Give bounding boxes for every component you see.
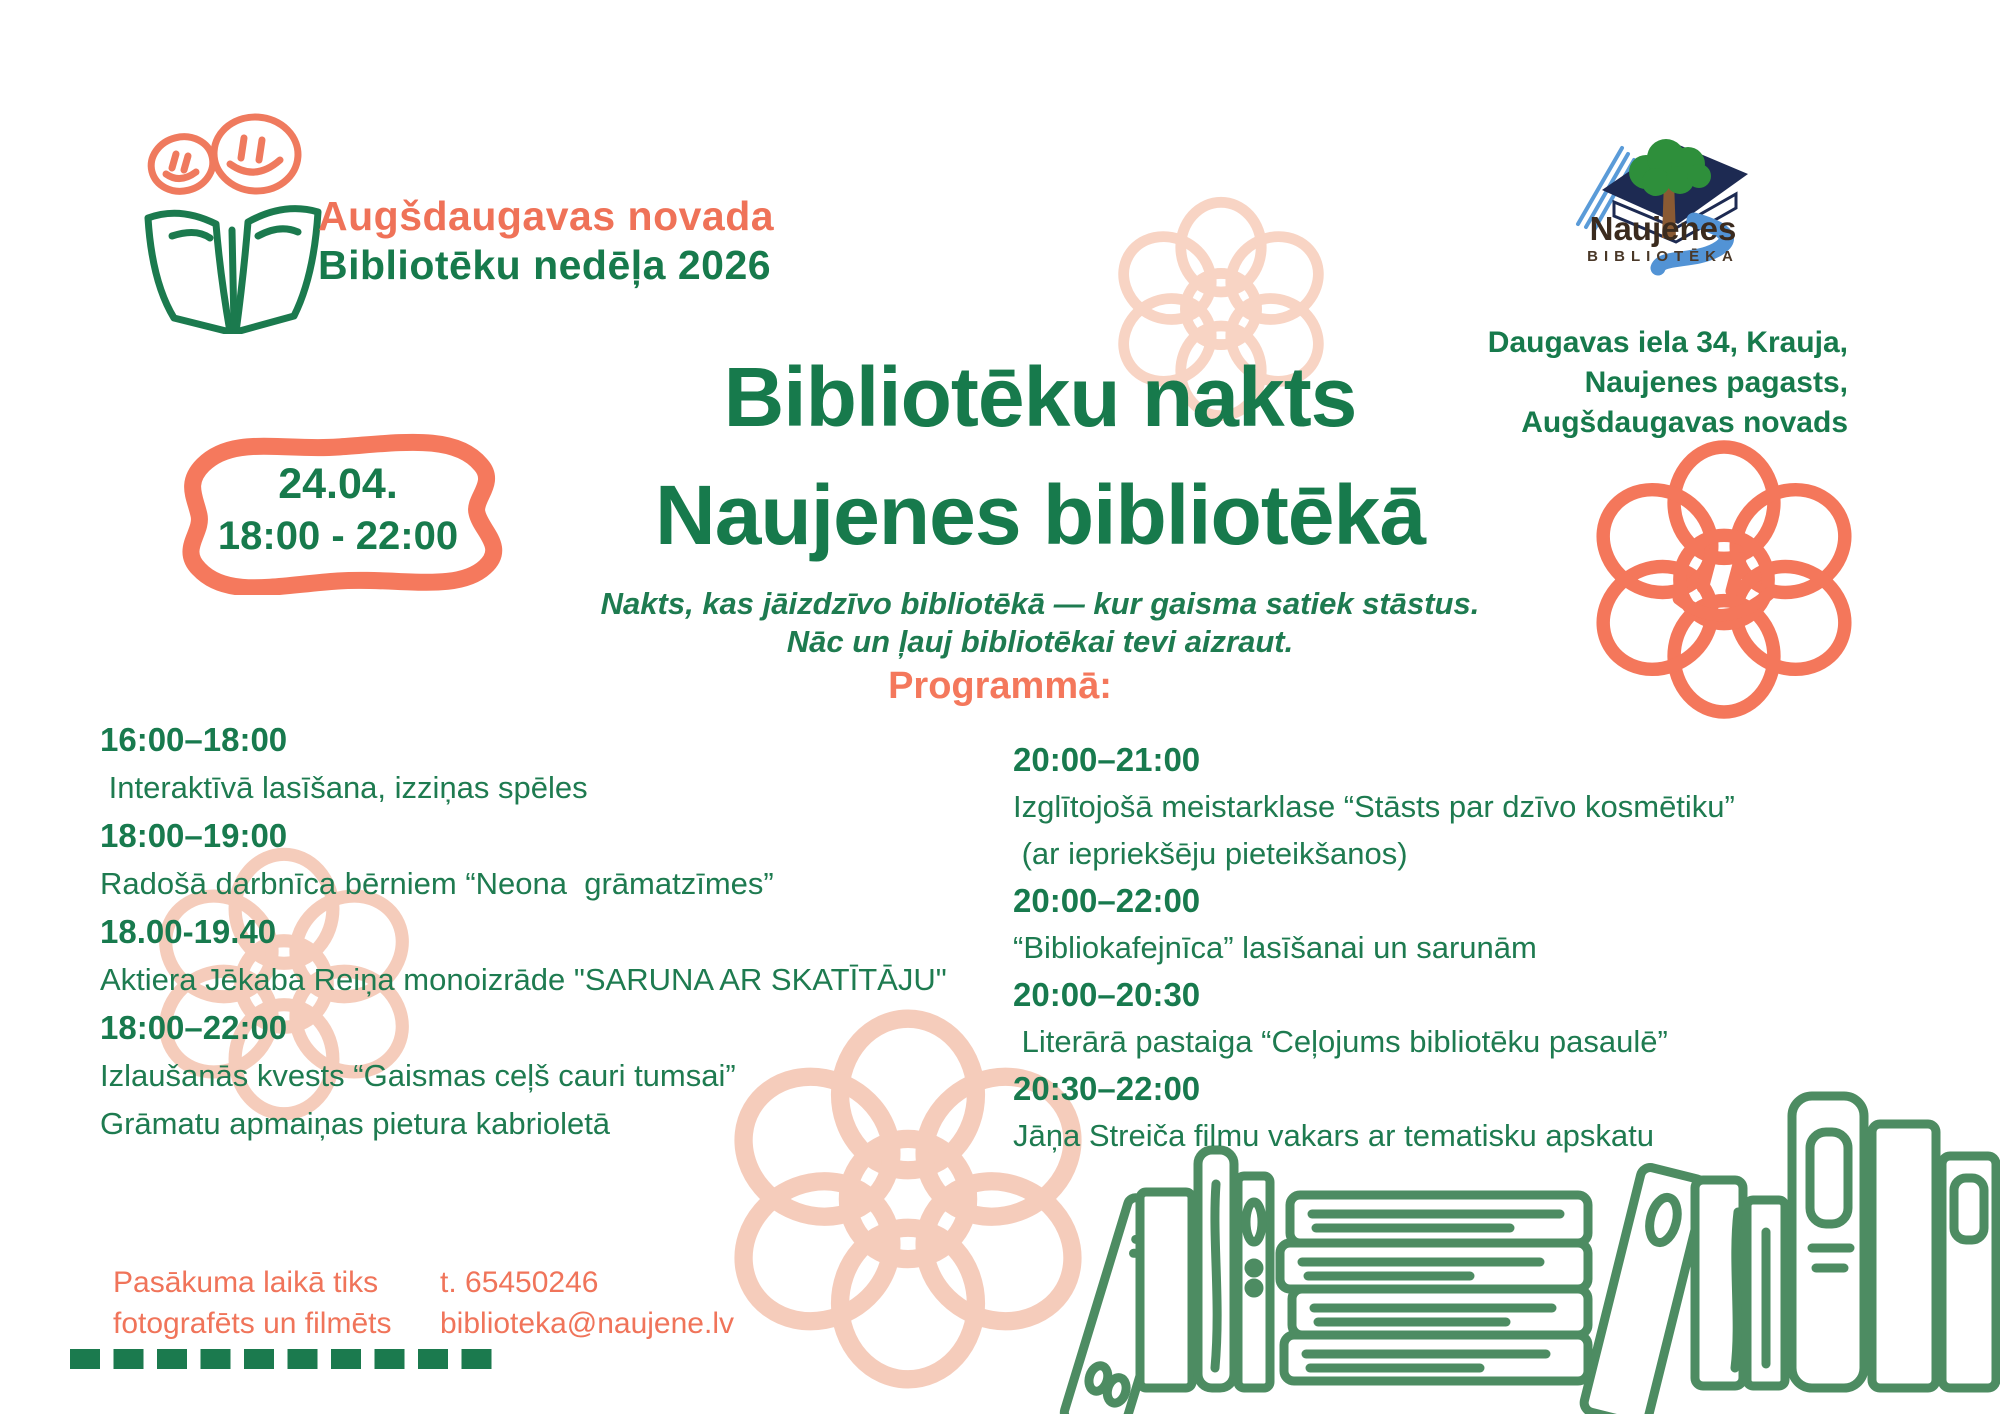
program-event: Literārā pastaiga “Ceļojums bibliotēku pasaulē”: [1013, 1024, 1668, 1059]
address-line: Daugavas iela 34, Krauja,: [1487, 326, 1848, 359]
brand-block: [318, 192, 774, 290]
photo-notice: [113, 1262, 391, 1344]
address-line: Naujenes pagasts,: [1584, 366, 1848, 399]
phone-number: t. 65450246: [440, 1266, 599, 1299]
program-event: Radošā darbnīca bērniem “Neona grāmatzīmes”: [100, 866, 774, 901]
program-time: 18.00-19.40: [100, 913, 277, 950]
title-line2: Naujenes bibliotēkā: [655, 468, 1425, 562]
event-time: 18:00 - 22:00: [217, 514, 459, 558]
reading-smileys-logo: [138, 112, 328, 334]
program-time: 20:00–21:00: [1013, 741, 1201, 778]
program-time: 18:00–22:00: [100, 1009, 288, 1046]
program-event: “Bibliokafejnīca” lasīšanai un sarunām: [1013, 930, 1537, 965]
program-heading: Programmā:: [888, 665, 1112, 707]
program-event: Izglītojošā meistarklase “Stāsts par dzīvo kosmētiku”: [1013, 789, 1735, 824]
program-event: Izlaušanās kvests “Gaismas ceļš cauri tumsai”: [100, 1058, 736, 1093]
page-title: [300, 338, 1780, 574]
photo-notice-line1: Pasākuma laikā tiks: [113, 1266, 379, 1299]
program-time: 20:00–22:00: [1013, 882, 1201, 919]
program-event: Jāņa Streiča filmu vakars ar tematisku apskatu: [1013, 1118, 1654, 1153]
subtitle-line1: Nakts, kas jāizdzīvo bibliotēkā — kur gaisma satiek stāstus.: [600, 586, 1480, 621]
email-address: biblioteka@naujene.lv: [440, 1307, 734, 1340]
program-event: Aktiera Jēkaba Reiņa monoizrāde "SARUNA AR SKATĪTĀJU": [100, 962, 947, 997]
brand-line2: Bibliotēku nedēļa 2026: [318, 242, 772, 288]
contact-block: [440, 1262, 734, 1344]
program-event: Grāmatu apmaiņas pietura kabrioletā: [100, 1106, 611, 1141]
library-logo-subtitle: BIBLIOTĒKA: [1587, 248, 1739, 265]
program-time: 20:00–20:30: [1013, 976, 1201, 1013]
event-date: 24.04.: [278, 460, 398, 508]
title-line1: Bibliotēku nakts: [723, 350, 1357, 444]
program-event: Interaktīvā lasīšana, izziņas spēles: [100, 770, 588, 805]
program-time: 16:00–18:00: [100, 721, 288, 758]
subtitle-line2: Nāc un ļauj bibliotēkai tevi aizraut.: [786, 624, 1294, 659]
program-event: (ar iepriekšēju pieteikšanos): [1013, 836, 1408, 871]
program-left-column: [100, 716, 1000, 1148]
program-right-column: [1013, 736, 1933, 1159]
library-logo-name: Naujenes: [1589, 210, 1737, 247]
dashed-divider: [70, 1349, 503, 1369]
program-time: 20:30–22:00: [1013, 1070, 1201, 1107]
address-line: Augšdaugavas novads: [1521, 406, 1848, 439]
photo-notice-line2: fotografēts un filmēts: [113, 1307, 392, 1340]
program-time: 18:00–19:00: [100, 817, 288, 854]
brand-line1: Augšdaugavas novada: [318, 193, 775, 239]
subtitle: [300, 585, 1780, 661]
